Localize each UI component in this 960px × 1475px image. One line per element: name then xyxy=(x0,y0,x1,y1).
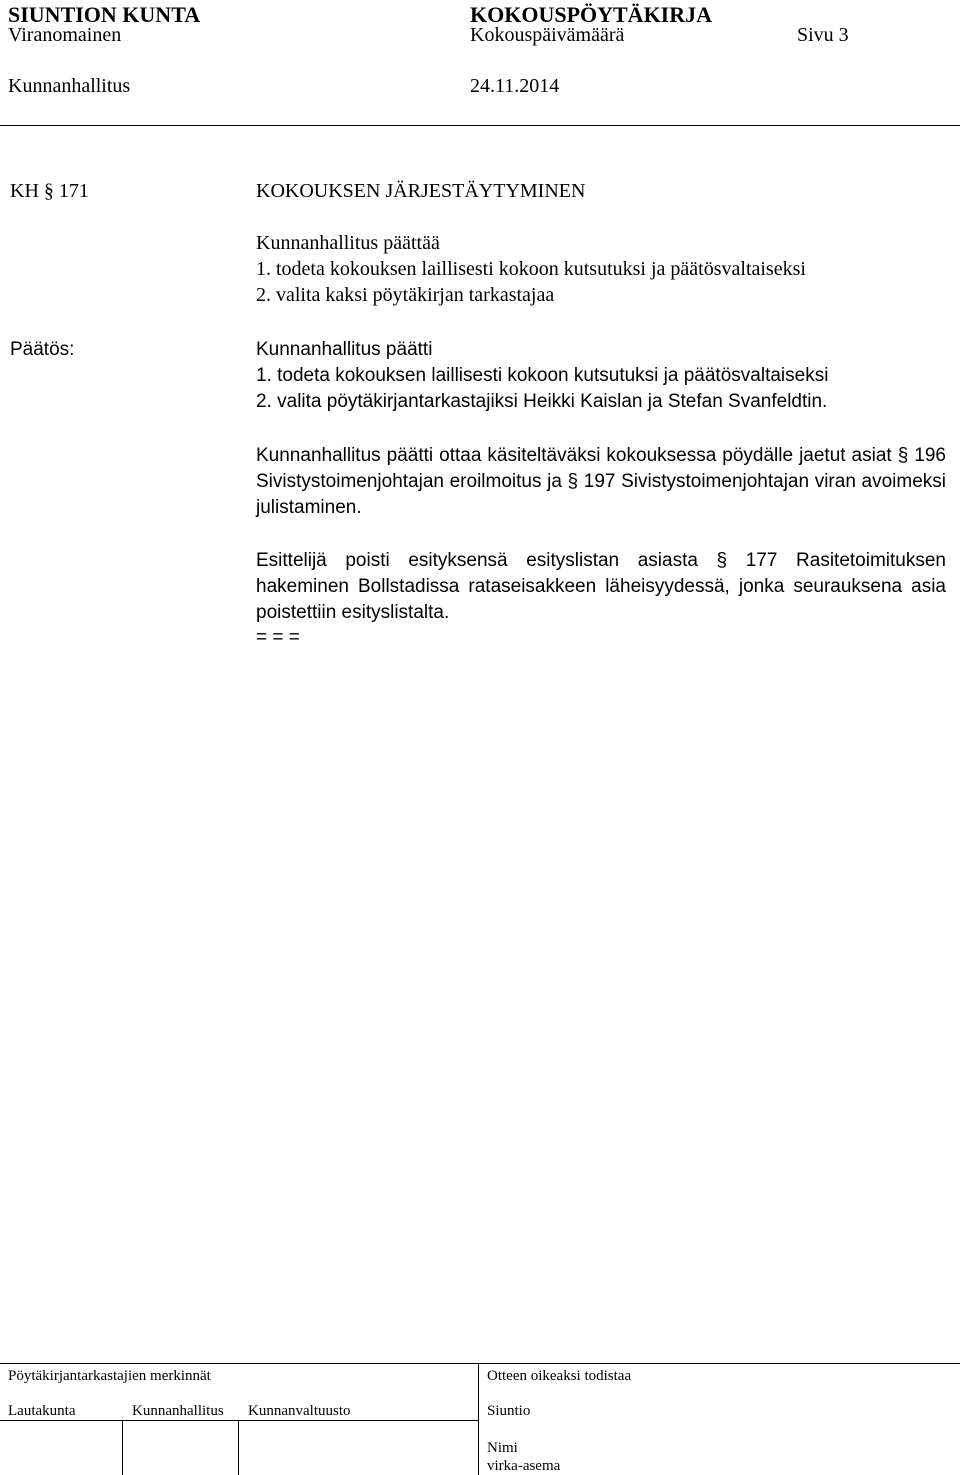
item-title: KOKOUKSEN JÄRJESTÄYTYMINEN xyxy=(256,180,586,202)
decision-paragraph: Kunnanhallitus päätti ottaa käsiteltäväksi kokouksessa pöydälle jaetut asiat § 196 Sivistystoimenjohtajan eroilmoitus ja § 197 Sivistystoimenjohtajan viran avoimeksi julistaminen. xyxy=(256,445,946,518)
meeting-date: 24.11.2014 xyxy=(470,75,560,97)
certified-label: Otteen oikeaksi todistaa xyxy=(487,1368,632,1384)
decision-paragraph: Esittelijä poisti esityksensä esityslistan asiasta § 177 Rasitetoimituksen hakeminen Bollstadissa rataseisakkeen läheisyydessä, jonka seurauksena asia poistettiin esityslistalta. xyxy=(256,550,946,623)
footer-kunnanhallitus-label: Kunnanhallitus xyxy=(132,1403,224,1419)
footer-signature-cell-divider xyxy=(238,1420,239,1475)
municipality-name: SIUNTION KUNTA xyxy=(8,2,201,27)
proposal-item: 1. todeta kokouksen laillisesti kokoon kutsutuksi ja päätösvaltaiseksi xyxy=(256,258,806,280)
item-number: KH § 171 xyxy=(10,180,89,202)
footer-position-label: virka-asema xyxy=(487,1458,561,1474)
footer-lautakunta-label: Lautakunta xyxy=(8,1403,76,1419)
document-type: KOKOUSPÖYTÄKIRJA xyxy=(470,2,713,27)
footer-signature-divider xyxy=(0,1420,478,1421)
authority-label: Viranomainen xyxy=(8,24,122,46)
footer-kunnanvaltuusto-label: Kunnanvaltuusto xyxy=(248,1403,351,1419)
decision-intro: Kunnanhallitus päätti xyxy=(256,339,433,360)
decision-label: Päätös: xyxy=(10,339,75,360)
page-number: Sivu 3 xyxy=(797,24,849,46)
footer-place: Siuntio xyxy=(487,1403,531,1419)
proposal-intro: Kunnanhallitus päättää xyxy=(256,232,440,254)
decision-item: 2. valita pöytäkirjantarkastajiksi Heikki Kaislan ja Stefan Svanfeldtin. xyxy=(256,391,828,412)
header-divider xyxy=(0,125,960,126)
authority-name: Kunnanhallitus xyxy=(8,75,131,97)
proposal-item: 2. valita kaksi pöytäkirjan tarkastajaa xyxy=(256,284,555,306)
footer-name-label: Nimi xyxy=(487,1440,518,1456)
footer-signature-cell-divider xyxy=(122,1420,123,1475)
decision-item: 1. todeta kokouksen laillisesti kokoon kutsutuksi ja päätösvaltaiseksi xyxy=(256,365,829,386)
footer-top-border xyxy=(0,1363,960,1364)
footer-column-divider xyxy=(478,1363,479,1475)
end-marker: = = = xyxy=(256,627,300,648)
meeting-date-label: Kokouspäivämäärä xyxy=(470,24,625,46)
reviewers-label: Pöytäkirjantarkastajien merkinnät xyxy=(8,1368,211,1384)
